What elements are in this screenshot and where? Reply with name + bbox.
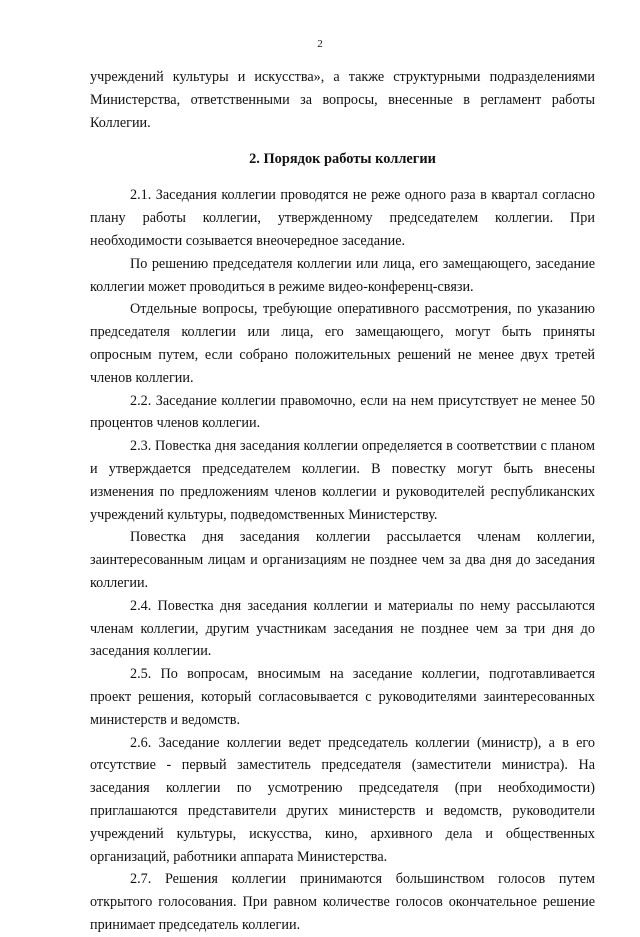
paragraph-2-6: 2.6. Заседание коллегии ведет председатель коллегии (министр), а в его отсутствие - первый заместитель председателя (заместители министра). На заседания коллегии по усмотрению председателя (при необходимости) приглашаются представители других министерств и ведомств, руководители учреждений культуры, искусства, кино, архивного дела и общественных организаций, работники аппарата Министерства. bbox=[90, 734, 595, 865]
paragraph-2-2: 2.2. Заседание коллегии правомочно, если на нем присутствует не менее 50 процентов членов коллегии. bbox=[90, 392, 595, 432]
paragraph-2-3: 2.3. Повестка дня заседания коллегии определяется в соответствии с планом и утверждается председателем коллегии. В повестку могут быть внесены изменения по предложениям членов коллегии и руководителей республиканских учреждений культуры, подведомственных Министерству. bbox=[90, 438, 595, 523]
paragraph-2-1: 2.1. Заседания коллегии проводятся не реже одного раза в квартал согласно плану работы коллегии, утвержденному председателем коллегии. При необходимости созывается внеочередное заседание. bbox=[90, 187, 595, 249]
paragraph-2-5: 2.5. По вопросам, вносимым на заседание коллегии, подготавливается проект решения, который согласовывается с руководителями заинтересованных министерств и ведомств. bbox=[90, 666, 595, 728]
page-number: 2 bbox=[317, 38, 323, 50]
paragraph-2-7: 2.7. Решения коллегии принимаются большинством голосов путем открытого голосования. При равном количестве голосов окончательное решение принимает председатель коллегии. bbox=[90, 871, 595, 933]
paragraph-poll-voting: Отдельные вопросы, требующие оперативного рассмотрения, по указанию председателя коллегии или лица, его замещающего, могут быть приняты опросным путем, если собрано положительных решений не менее двух третей членов коллегии. bbox=[90, 301, 595, 386]
paragraph-video-conference: По решению председателя коллегии или лица, его замещающего, заседание коллегии может проводиться в режиме видео-конференц-связи. bbox=[90, 255, 595, 295]
paragraph-2-4: 2.4. Повестка дня заседания коллегии и материалы по нему рассылаются членам коллегии, другим участникам заседания не позднее чем за три дня до заседания коллегии. bbox=[90, 597, 595, 660]
section-title: 2. Порядок работы коллегии bbox=[249, 151, 436, 168]
document-body bbox=[90, 66, 595, 937]
paragraph-agenda-distribution: Повестка дня заседания коллегии рассылается членам коллегии, заинтересованным лицам и организациям не позднее чем за два дня до заседания коллегии. bbox=[90, 529, 595, 591]
intro-paragraph: учреждений культуры и искусства», а также структурными подразделениями Министерства, ответственными за вопросы, внесенные в регламент работы Коллегии. bbox=[90, 69, 595, 131]
